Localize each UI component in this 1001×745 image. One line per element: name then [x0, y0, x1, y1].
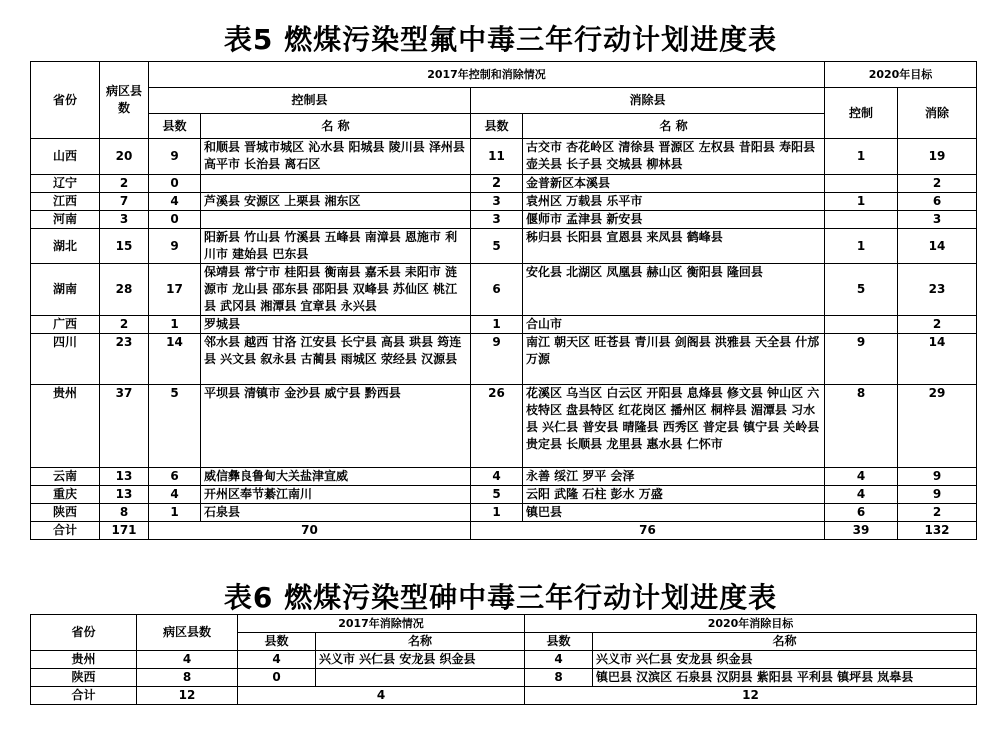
cell-ctrl-names: 芦溪县 安源区 上栗县 湘东区 [201, 193, 471, 211]
cell-ctrl-names: 保靖县 常宁市 桂阳县 衡南县 嘉禾县 耒阳市 涟源市 龙山县 邵东县 邵阳县 双峰县 苏仙区 桃江县 武冈县 湘潭县 宜章县 永兴县 [201, 264, 471, 316]
cell-elim-names: 永善 绥江 罗平 会泽 [523, 468, 825, 486]
cell-target-control: 1 [825, 229, 898, 264]
cell-ctrl-count: 0 [149, 175, 201, 193]
cell-elim-count: 5 [471, 229, 523, 264]
cell-elim-count: 1 [471, 504, 523, 522]
cell-target-control: 4 [825, 486, 898, 504]
cell-total: 2 [100, 175, 149, 193]
cell-target-eliminate: 23 [898, 264, 977, 316]
cell-elim-names: 合山市 [523, 316, 825, 334]
cell-names-2017 [316, 669, 525, 687]
cell-target-control: 5 [825, 264, 898, 316]
cell-total-sum: 171 [100, 522, 149, 540]
cell-ctrl-names: 平坝县 清镇市 金沙县 威宁县 黔西县 [201, 385, 471, 468]
t6-header-count-2020: 县数 [525, 633, 593, 651]
cell-elim-count: 3 [471, 211, 523, 229]
cell-ctrl-count: 1 [149, 316, 201, 334]
cell-target-control: 1 [825, 193, 898, 211]
cell-elim-names: 云阳 武隆 石柱 彭水 万盛 [523, 486, 825, 504]
t6-header-2020: 2020年消除目标 [525, 615, 977, 633]
cell-ctrl-count: 9 [149, 229, 201, 264]
header-ctrl-names: 名 称 [201, 114, 471, 139]
cell-ctrl-count: 14 [149, 334, 201, 385]
cell-target-control: 1 [825, 139, 898, 175]
table-row [31, 385, 977, 468]
t6-header-names-2020: 名称 [593, 633, 977, 651]
cell-names-2020: 镇巴县 汉滨区 石泉县 汉阴县 紫阳县 平利县 镇坪县 岚皋县 [593, 669, 977, 687]
cell-elim-names: 南江 朝天区 旺苍县 青川县 剑阁县 洪雅县 天全县 什邡 万源 [523, 334, 825, 385]
table6 [30, 614, 977, 705]
cell-province: 湖南 [31, 264, 100, 316]
cell-total-2020: 12 [525, 687, 977, 705]
t6-header-2017: 2017年消除情况 [238, 615, 525, 633]
cell-ctrl-count: 4 [149, 193, 201, 211]
table-row [31, 211, 977, 229]
cell-elim-count: 11 [471, 139, 523, 175]
table-row [31, 175, 977, 193]
cell-total: 8 [100, 504, 149, 522]
cell-total-ctrl: 70 [149, 522, 471, 540]
cell-target-eliminate: 14 [898, 229, 977, 264]
table-row [31, 139, 977, 175]
cell-ctrl-names: 罗城县 [201, 316, 471, 334]
cell-ctrl-count: 17 [149, 264, 201, 316]
cell-total: 3 [100, 211, 149, 229]
table-total-row [31, 522, 977, 540]
table-row [31, 193, 977, 211]
cell-province: 辽宁 [31, 175, 100, 193]
cell-count-2017: 0 [238, 669, 316, 687]
cell-total: 23 [100, 334, 149, 385]
header-ctrl-count: 县数 [149, 114, 201, 139]
cell-elim-count: 4 [471, 468, 523, 486]
cell-ctrl-count: 1 [149, 504, 201, 522]
cell-target-eliminate: 9 [898, 486, 977, 504]
cell-count-2020: 4 [525, 651, 593, 669]
cell-ctrl-names: 威信彝良鲁甸大关盐津宣威 [201, 468, 471, 486]
t6-header-names-2017: 名称 [316, 633, 525, 651]
table-total-row [31, 687, 977, 705]
cell-total: 2 [100, 316, 149, 334]
cell-total-target-control: 39 [825, 522, 898, 540]
header-province: 省份 [31, 62, 100, 139]
cell-ctrl-names: 石泉县 [201, 504, 471, 522]
cell-ctrl-names [201, 211, 471, 229]
cell-elim-names: 镇巴县 [523, 504, 825, 522]
cell-names-2020: 兴义市 兴仁县 安龙县 织金县 [593, 651, 977, 669]
cell-count-2020: 8 [525, 669, 593, 687]
cell-target-control [825, 316, 898, 334]
table-row [31, 334, 977, 385]
cell-province: 贵州 [31, 651, 137, 669]
table-row [31, 504, 977, 522]
table-row [31, 468, 977, 486]
table-row [31, 264, 977, 316]
cell-total: 13 [100, 468, 149, 486]
t6-header-province: 省份 [31, 615, 137, 651]
cell-province: 重庆 [31, 486, 100, 504]
cell-ctrl-count: 5 [149, 385, 201, 468]
cell-total-label: 合计 [31, 522, 100, 540]
cell-total: 28 [100, 264, 149, 316]
cell-target-eliminate: 2 [898, 175, 977, 193]
cell-total: 37 [100, 385, 149, 468]
cell-province: 山西 [31, 139, 100, 175]
header-elim-count: 县数 [471, 114, 523, 139]
cell-province: 云南 [31, 468, 100, 486]
cell-province: 河南 [31, 211, 100, 229]
header-control-counties: 控制县 [149, 88, 471, 114]
cell-target-control: 9 [825, 334, 898, 385]
table6-title: 表6 燃煤污染型砷中毒三年行动计划进度表 [223, 581, 778, 614]
header-2020-section: 2020年目标 [825, 62, 977, 88]
table-row [31, 669, 977, 687]
cell-elim-names: 古交市 杏花岭区 清徐县 晋源区 左权县 昔阳县 寿阳县 壶关县 长子县 交城县 柳林县 [523, 139, 825, 175]
cell-names-2017: 兴义市 兴仁县 安龙县 织金县 [316, 651, 525, 669]
cell-total: 15 [100, 229, 149, 264]
cell-total-label: 合计 [31, 687, 137, 705]
cell-ctrl-names: 阳新县 竹山县 竹溪县 五峰县 南漳县 恩施市 利川市 建始县 巴东县 [201, 229, 471, 264]
cell-target-control [825, 211, 898, 229]
cell-elim-count: 5 [471, 486, 523, 504]
cell-target-eliminate: 29 [898, 385, 977, 468]
cell-province: 陕西 [31, 669, 137, 687]
cell-elim-count: 2 [471, 175, 523, 193]
cell-total-2017: 4 [238, 687, 525, 705]
cell-total-elim: 76 [471, 522, 825, 540]
cell-ctrl-names [201, 175, 471, 193]
cell-elim-count: 26 [471, 385, 523, 468]
cell-elim-names: 安化县 北湖区 凤凰县 赫山区 衡阳县 隆回县 [523, 264, 825, 316]
cell-target-eliminate: 9 [898, 468, 977, 486]
cell-target-control: 8 [825, 385, 898, 468]
cell-total: 20 [100, 139, 149, 175]
t6-header-disease-counties: 病区县数 [137, 615, 238, 651]
cell-target-eliminate: 2 [898, 316, 977, 334]
cell-elim-count: 1 [471, 316, 523, 334]
cell-total-sum: 12 [137, 687, 238, 705]
cell-ctrl-names: 开州区奉节綦江南川 [201, 486, 471, 504]
table-row [31, 651, 977, 669]
cell-ctrl-names: 和顺县 晋城市城区 沁水县 阳城县 陵川县 泽州县 高平市 长治县 离石区 [201, 139, 471, 175]
cell-ctrl-count: 6 [149, 468, 201, 486]
table5-title: 表5 燃煤污染型氟中毒三年行动计划进度表 [223, 23, 778, 56]
cell-province: 湖北 [31, 229, 100, 264]
cell-target-control: 6 [825, 504, 898, 522]
cell-target-control: 4 [825, 468, 898, 486]
cell-target-eliminate: 19 [898, 139, 977, 175]
header-target-control: 控制 [825, 88, 898, 139]
cell-province: 贵州 [31, 385, 100, 468]
cell-total-target-eliminate: 132 [898, 522, 977, 540]
cell-total: 13 [100, 486, 149, 504]
cell-elim-names: 金普新区本溪县 [523, 175, 825, 193]
cell-target-eliminate: 14 [898, 334, 977, 385]
cell-ctrl-count: 4 [149, 486, 201, 504]
header-elim-names: 名 称 [523, 114, 825, 139]
cell-target-eliminate: 2 [898, 504, 977, 522]
table-row [31, 486, 977, 504]
header-eliminate-counties: 消除县 [471, 88, 825, 114]
cell-ctrl-names: 邻水县 越西 甘洛 江安县 长宁县 高县 珙县 筠连县 兴文县 叙永县 古蔺县 雨城区 荥经县 汉源县 [201, 334, 471, 385]
cell-province: 四川 [31, 334, 100, 385]
cell-ctrl-count: 0 [149, 211, 201, 229]
header-target-eliminate: 消除 [898, 88, 977, 139]
cell-ctrl-count: 9 [149, 139, 201, 175]
cell-total: 8 [137, 669, 238, 687]
cell-elim-names: 偃师市 孟津县 新安县 [523, 211, 825, 229]
header-disease-counties: 病区县数 [100, 62, 149, 139]
table-row [31, 316, 977, 334]
cell-target-eliminate: 3 [898, 211, 977, 229]
cell-target-eliminate: 6 [898, 193, 977, 211]
table-row [31, 229, 977, 264]
cell-province: 广西 [31, 316, 100, 334]
cell-count-2017: 4 [238, 651, 316, 669]
cell-province: 江西 [31, 193, 100, 211]
header-2017-section: 2017年控制和消除情况 [149, 62, 825, 88]
cell-elim-count: 9 [471, 334, 523, 385]
cell-total: 4 [137, 651, 238, 669]
cell-elim-names: 袁州区 万载县 乐平市 [523, 193, 825, 211]
cell-elim-count: 6 [471, 264, 523, 316]
cell-province: 陕西 [31, 504, 100, 522]
cell-elim-names: 秭归县 长阳县 宣恩县 来凤县 鹤峰县 [523, 229, 825, 264]
t6-header-count-2017: 县数 [238, 633, 316, 651]
cell-total: 7 [100, 193, 149, 211]
cell-target-control [825, 175, 898, 193]
cell-elim-names: 花溪区 乌当区 白云区 开阳县 息烽县 修文县 钟山区 六枝特区 盘县特区 红花岗区 播州区 桐梓县 湄潭县 习水县 兴仁县 普安县 晴隆县 西秀区 普定县 镇宁县 关岭县 贵定县 长顺县 龙里县 惠水县 仁怀市 [523, 385, 825, 468]
cell-elim-count: 3 [471, 193, 523, 211]
table5 [30, 61, 977, 540]
